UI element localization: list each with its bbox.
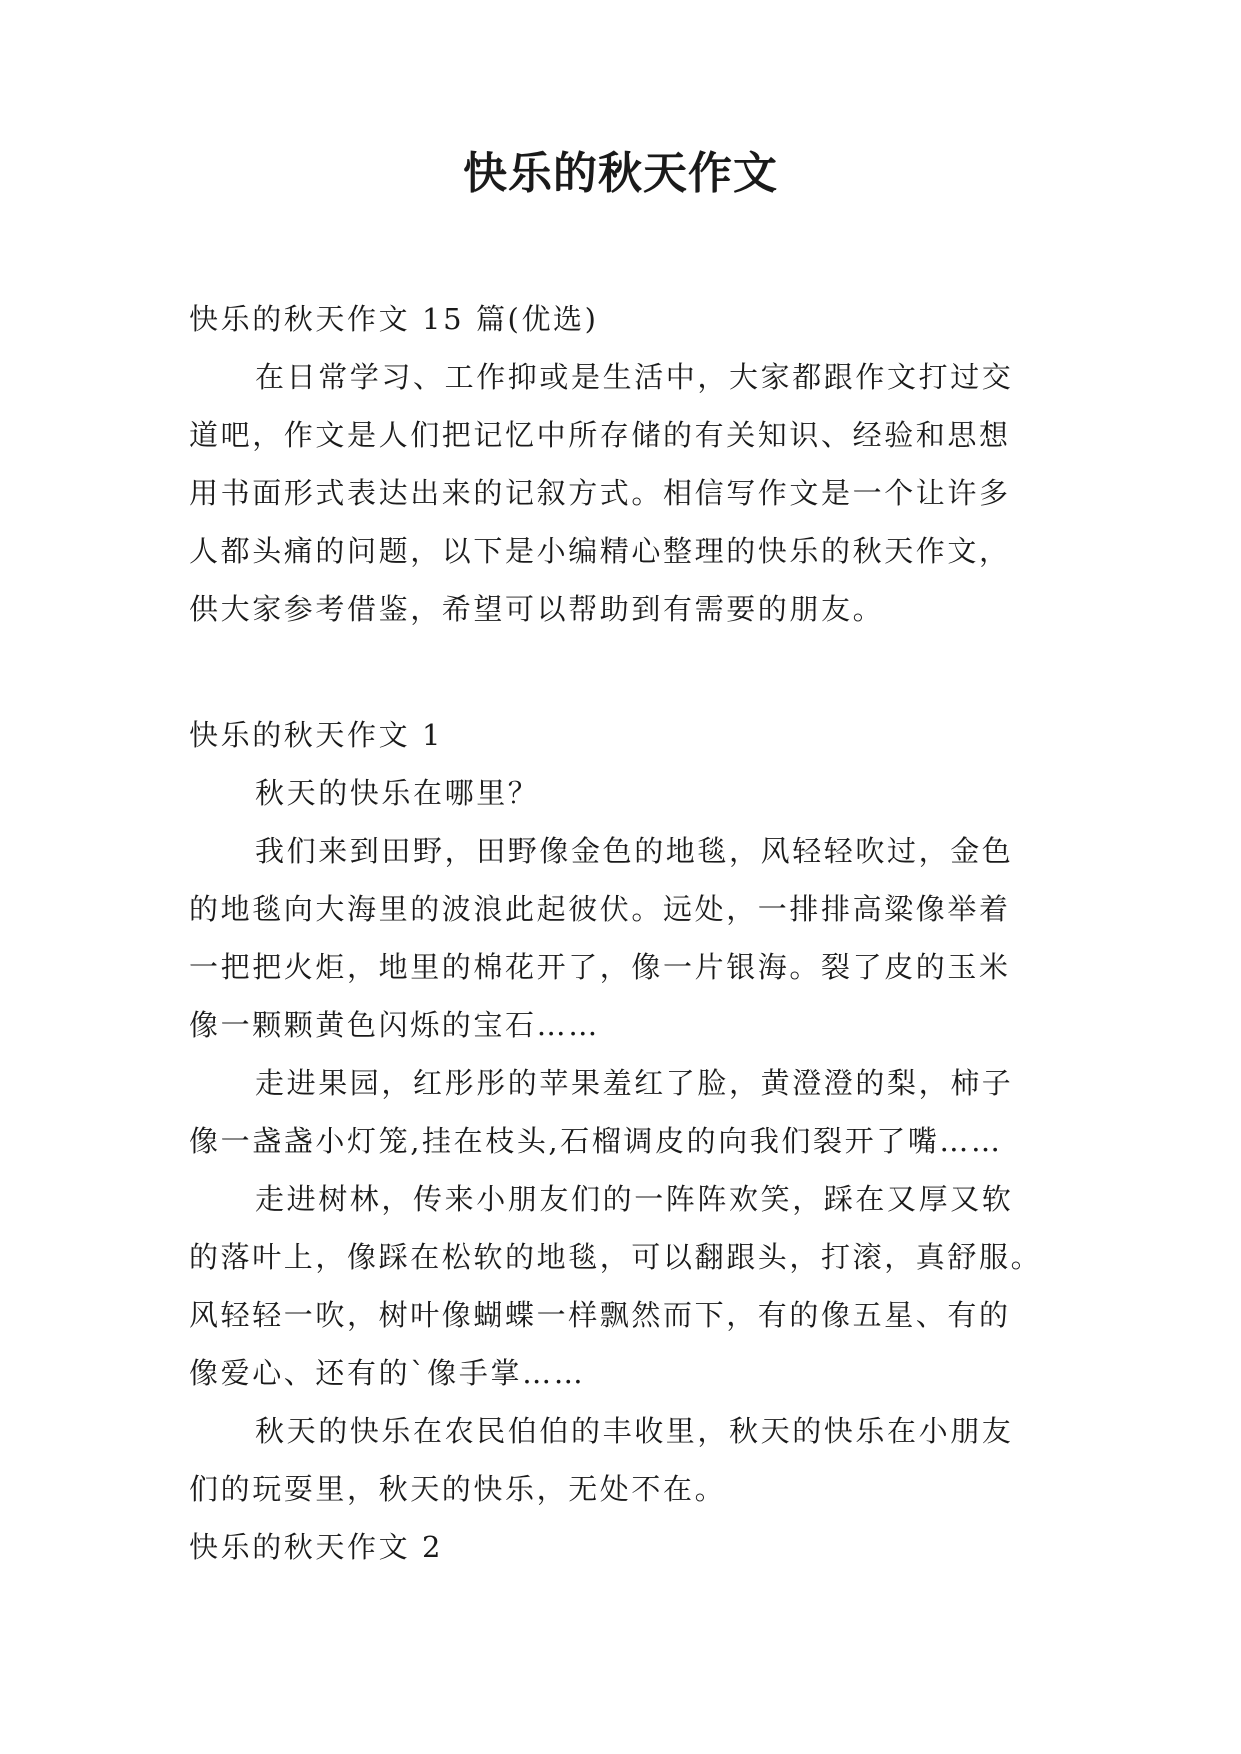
paragraph-line: 一把把火炬，地里的棉花开了，像一片银海。裂了皮的玉米 [189,950,1011,984]
intro-paragraph [189,348,1065,638]
section1-paragraph-fields [189,822,1065,1054]
section-heading-1: 快乐的秋天作文 1 [189,718,444,752]
section1-question: 秋天的快乐在哪里？ [255,776,540,810]
paragraph-line: 走进果园，红彤彤的苹果羞红了脸，黄澄澄的梨，柿子 [255,1066,1014,1100]
document-body [189,290,1065,1576]
paragraph-line: 风轻轻一吹，树叶像蝴蝶一样飘然而下，有的像五星、有的 [189,1298,1011,1332]
paragraph-line: 像一颗颗黄色闪烁的宝石…… [189,1008,600,1042]
intro-line: 人都头痛的问题，以下是小编精心整理的快乐的秋天作文， [189,534,1011,568]
section1-paragraph-orchard [189,1054,1065,1170]
intro-line: 供大家参考借鉴，希望可以帮助到有需要的朋友。 [189,592,885,626]
paragraph-line: 们的玩耍里，秋天的快乐，无处不在。 [189,1472,727,1506]
paragraph-line: 我们来到田野，田野像金色的地毯，风轻轻吹过，金色 [255,834,1014,868]
intro-line: 用书面形式表达出来的记叙方式。相信写作文是一个让许多 [189,476,1011,510]
section-spacer [189,638,1065,706]
document-subtitle: 快乐的秋天作文 15 篇(优选) [189,302,599,336]
section1-paragraph-conclusion [189,1402,1065,1518]
paragraph-line: 的地毯向大海里的波浪此起彼伏。远处，一排排高粱像举着 [189,892,1011,926]
paragraph-line: 走进树林，传来小朋友们的一阵阵欢笑，踩在又厚又软 [255,1182,1014,1216]
paragraph-line: 的落叶上，像踩在松软的地毯，可以翻跟头，打滚，真舒服。 [189,1240,1043,1274]
section-heading-2: 快乐的秋天作文 2 [189,1530,444,1564]
intro-line: 道吧，作文是人们把记忆中所存储的有关知识、经验和思想 [189,418,1011,452]
intro-line: 在日常学习、工作抑或是生活中，大家都跟作文打过交 [255,360,1014,394]
paragraph-line: 像爱心、还有的`像手掌…… [189,1356,586,1390]
document-title: 快乐的秋天作文 [463,148,778,199]
paragraph-line: 秋天的快乐在农民伯伯的丰收里，秋天的快乐在小朋友 [255,1414,1014,1448]
paragraph-line: 像一盏盏小灯笼,挂在枝头,石榴调皮的向我们裂开了嘴…… [189,1124,1003,1158]
section1-paragraph-woods [189,1170,1065,1402]
